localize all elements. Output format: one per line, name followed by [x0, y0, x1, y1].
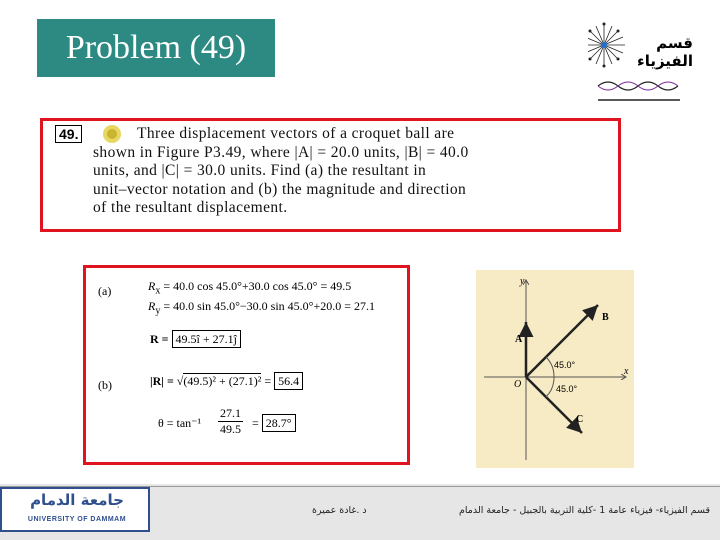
problem-number: 49.	[55, 125, 82, 143]
ry-equation	[148, 299, 375, 316]
problem-box	[40, 118, 621, 232]
magnitude-equation: |R| = √(49.5)² + (27.1)² = 56.4	[150, 374, 303, 389]
university-name-en: UNIVERSITY OF DAMMAM	[27, 516, 127, 523]
ry-symbol: R	[148, 299, 156, 313]
mag-radicand: (49.5)² + (27.1)²	[183, 374, 262, 388]
mag-lhs: |R| =	[150, 374, 174, 388]
label-c: C	[576, 414, 584, 425]
university-logo	[0, 487, 150, 532]
label-x: x	[624, 366, 629, 377]
angle-arc-upper	[546, 357, 554, 377]
logo-text: قسم الفيزياء	[637, 34, 693, 70]
part-b-label: (b)	[98, 378, 112, 392]
problem-line-3: units, and |C| = 30.0 units. Find (a) the resultant in	[93, 162, 427, 179]
part-a-label: (a)	[98, 284, 112, 298]
label-a: A	[515, 334, 523, 345]
vector-figure	[476, 270, 634, 468]
ry-subscript: y	[155, 305, 161, 317]
problem-line-4: unit–vector notation and (b) the magnitude and direction	[93, 180, 467, 198]
angle-label-upper: 45.0°	[554, 360, 576, 370]
rx-symbol: R	[148, 279, 156, 293]
physics-dept-logo	[588, 14, 693, 106]
r-vector-result: 49.5î + 27.1ĵ	[172, 330, 241, 348]
theta-result: 28.7°	[262, 414, 296, 432]
theta-numerator: 27.1	[220, 406, 241, 420]
label-b: B	[602, 312, 609, 323]
r-lhs: R =	[150, 332, 169, 346]
label-o: O	[514, 379, 522, 390]
course-info: قسم الفيزياء- فيزياء عامة 1 -كلية التربية بالجبيل - جامعة الدمام	[458, 505, 710, 516]
problem-text	[93, 125, 613, 218]
r-vector-equation	[150, 332, 241, 347]
problem-line-2: shown in Figure P3.49, where |A| = 20.0 units, |B| = 40.0	[93, 143, 469, 161]
angle-arc-lower	[546, 377, 554, 397]
theta-equation	[158, 416, 201, 431]
slide-title: Problem (49)	[37, 19, 275, 77]
theta-result-group	[252, 416, 296, 431]
theta-equals: =	[252, 416, 259, 430]
mag-equals: =	[264, 374, 272, 388]
theta-denominator: 49.5	[220, 422, 241, 436]
label-y: y	[520, 276, 525, 287]
vector-diagram	[476, 270, 634, 468]
university-name-ar: جامعة الدمام	[30, 491, 124, 509]
theta-lhs: θ = tan⁻¹	[158, 416, 202, 430]
rx-equation	[148, 279, 351, 296]
solution-box	[83, 265, 410, 465]
ry-rhs: = 40.0 sin 45.0°−30.0 sin 45.0°+20.0 = 27.1	[163, 299, 376, 313]
problem-line-1: Three displacement vectors of a croquet ball are	[137, 125, 455, 142]
rx-subscript: x	[155, 285, 161, 297]
theta-fraction	[218, 406, 243, 437]
author-name: د .غادة عميرة	[312, 505, 367, 516]
problem-line-5: of the resultant displacement.	[93, 199, 288, 216]
mag-result: 56.4	[274, 372, 303, 390]
angle-label-lower: 45.0°	[556, 384, 578, 394]
rx-rhs: = 40.0 cos 45.0°+30.0 cos 45.0° = 49.5	[163, 279, 352, 293]
